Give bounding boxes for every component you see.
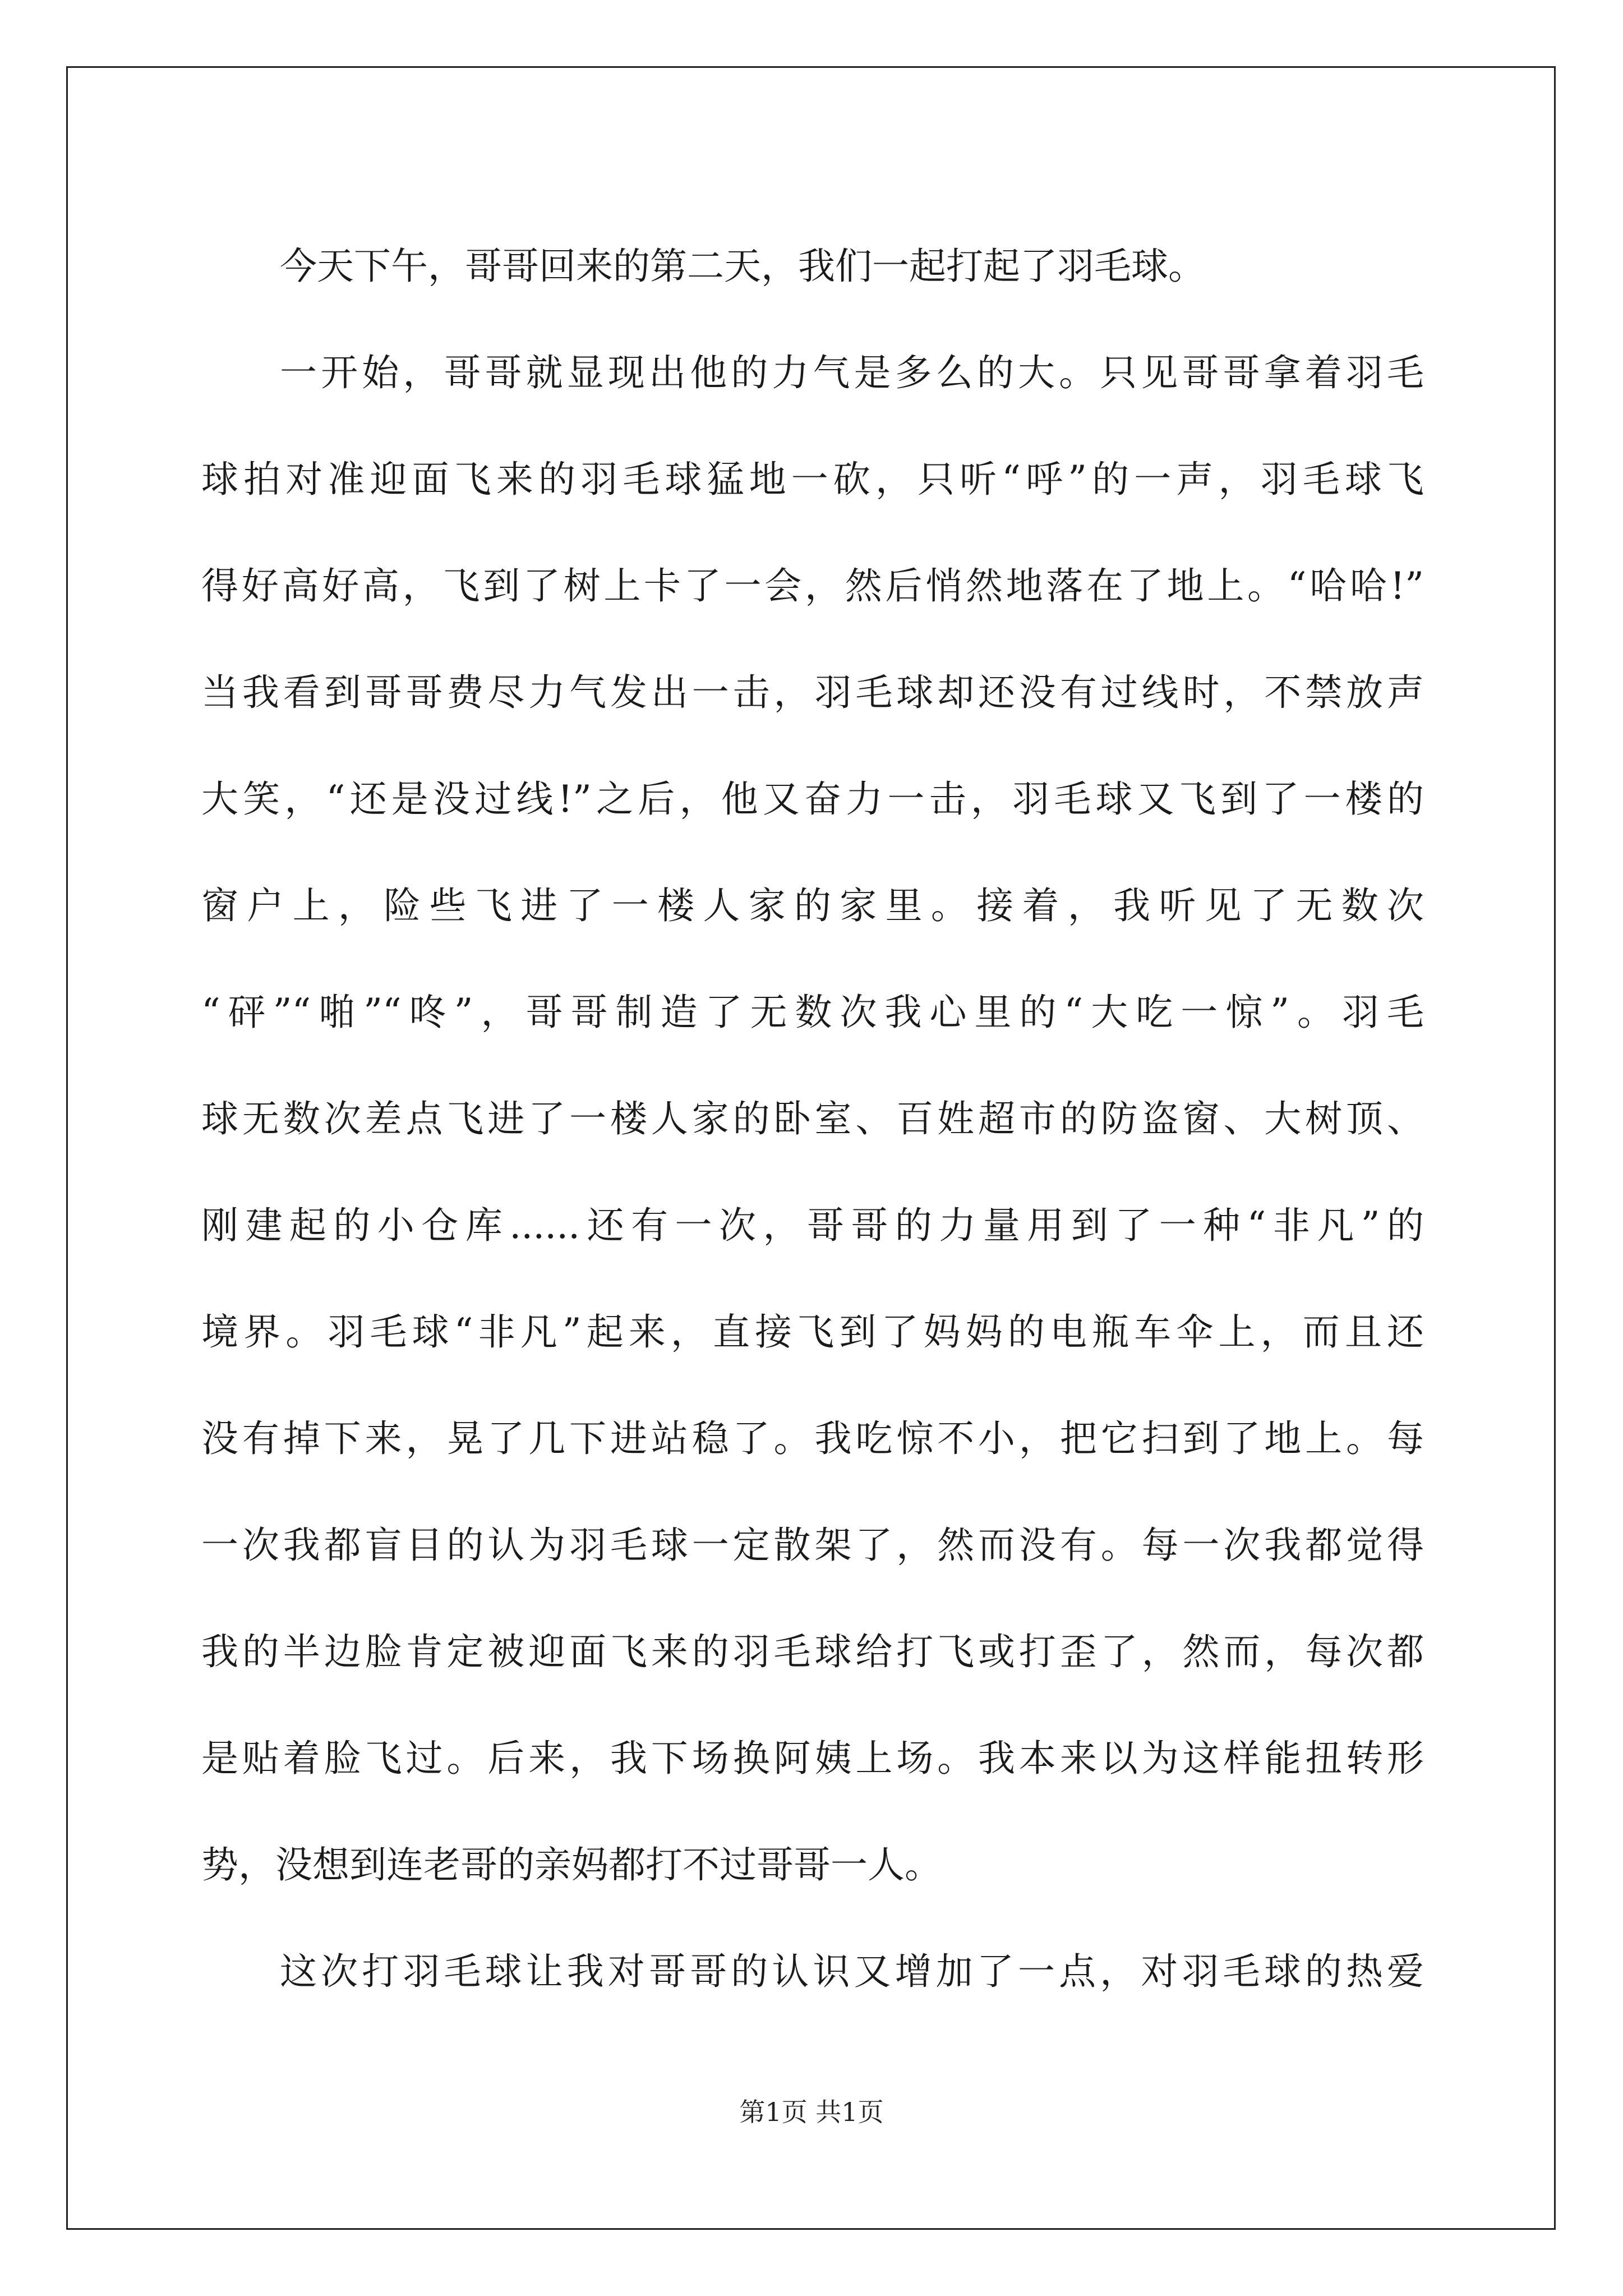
paragraph-2-line-14: 是贴着脸飞过。后来，我下场换阿姨上场。我本来以为这样能扭转形 [201, 1737, 1424, 1780]
document-body [201, 213, 1424, 2025]
paragraph-2-line-5: 大笑，“还是没过线!”之后，他又奋力一击，羽毛球又飞到了一楼的 [201, 777, 1424, 821]
paragraph-2-line-8: 球无数次差点飞进了一楼人家的卧室、百姓超市的防盗窗、大树顶、 [201, 1097, 1424, 1140]
paragraph-2-line-9: 刚建起的小仓库......还有一次，哥哥的力量用到了一种“非凡”的 [201, 1204, 1424, 1247]
paragraph-2-line-2: 球拍对准迎面飞来的羽毛球猛地一砍，只听“呼”的一声，羽毛球飞 [201, 458, 1424, 501]
paragraph-3-line-1: 这次打羽毛球让我对哥哥的认识又增加了一点，对羽毛球的热爱 [280, 1950, 1424, 1993]
paragraph-2-line-13: 我的半边脸肯定被迎面飞来的羽毛球给打飞或打歪了，然而，每次都 [201, 1630, 1424, 1673]
paragraph-1-line-1: 今天下午，哥哥回来的第二天，我们一起打起了羽毛球。 [280, 245, 1205, 288]
paragraph-2-line-3: 得好高好高，飞到了树上卡了一会，然后悄然地落在了地上。“哈哈!” [201, 564, 1424, 608]
paragraph-2-line-15: 势，没想到连老哥的亲妈都打不过哥哥一人。 [201, 1843, 942, 1887]
paragraph-2-line-12: 一次我都盲目的认为羽毛球一定散架了，然而没有。每一次我都觉得 [201, 1524, 1424, 1567]
paragraph-2-line-11: 没有掉下来，晃了几下进站稳了。我吃惊不小，把它扫到了地上。每 [201, 1417, 1424, 1460]
paragraph-2-line-4: 当我看到哥哥费尽力气发出一击，羽毛球却还没有过线时，不禁放声 [201, 671, 1424, 714]
paragraph-2-line-6: 窗户上，险些飞进了一楼人家的家里。接着，我听见了无数次 [201, 884, 1424, 927]
paragraph-2-line-10: 境界。羽毛球“非凡”起来，直接飞到了妈妈的电瓶车伞上，而且还 [201, 1310, 1424, 1354]
page-number-footer: 第1页 共1页 [739, 2097, 884, 2127]
paragraph-2-line-7: “砰”“啪”“咚”，哥哥制造了无数次我心里的“大吃一惊”。羽毛 [201, 991, 1424, 1034]
paragraph-2-line-1: 一开始，哥哥就显现出他的力气是多么的大。只见哥哥拿着羽毛 [280, 351, 1424, 394]
